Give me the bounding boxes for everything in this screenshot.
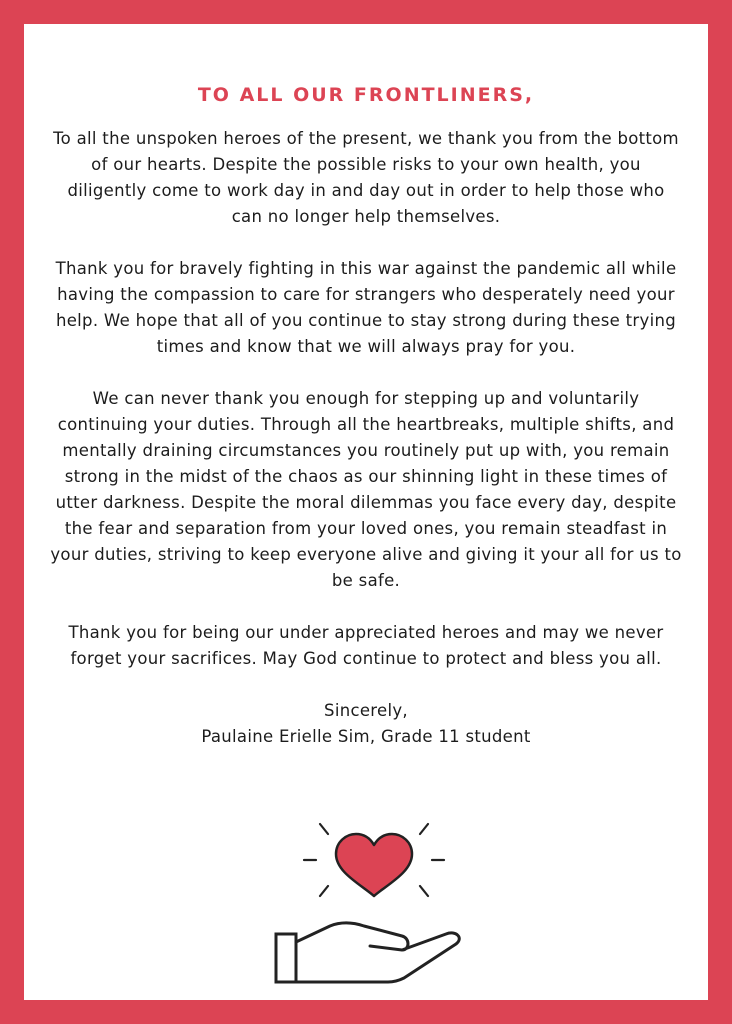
closing-salutation: Sincerely, [324, 701, 408, 720]
heart-icon [336, 834, 412, 896]
paragraph-1: To all the unspoken heroes of the present, we thank you from the bottom of our hearts. Despite the possible risks to your own health, you diligently come to work day in and day out in order to help those who can no longer help themselves. [53, 129, 679, 226]
paragraph-3: We can never thank you enough for stepping up and voluntarily continuing your duties. Through all the heartbreaks, multiple shifts, and mentally draining circumstances you routinely put up with, you remain strong in the midst of the chaos as our shinning light in these times of utter darkness. Despite the moral dilemmas you face every day, despite the fear and separation from your loved ones, you remain steadfast in your duties, striving to keep everyone alive and giving it your all for us to be safe. [50, 389, 682, 590]
letter-title: TO ALL OUR FRONTLINERS, [197, 84, 535, 106]
cuff-icon [276, 934, 296, 982]
signature: Paulaine Erielle Sim, Grade 11 student [201, 727, 531, 746]
closing-block [50, 698, 682, 750]
heart-in-hand-icon [274, 820, 474, 992]
hand-icon [296, 923, 459, 982]
letter-body [50, 126, 682, 750]
paragraph-4: Thank you for being our under appreciated heroes and may we never forget your sacrifices. May God continue to protect and bless you all. [68, 623, 664, 668]
letter-card [24, 24, 708, 1000]
paragraph-2: Thank you for bravely fighting in this war against the pandemic all while having the compassion to care for strangers who desperately need your help. We hope that all of you continue to stay strong during these trying times and know that we will always pray for you. [55, 259, 677, 356]
